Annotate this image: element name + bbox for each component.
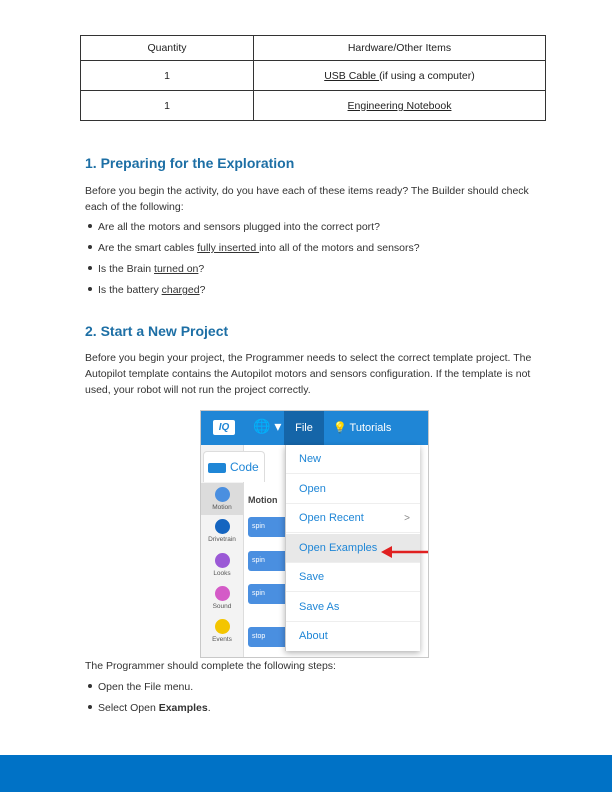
table-cell-item bbox=[254, 91, 546, 121]
usb-cable-link[interactable]: USB Cable bbox=[324, 69, 380, 82]
table-row bbox=[81, 61, 546, 91]
bullet-text: Are the smart cables bbox=[98, 242, 198, 254]
menu-item-save[interactable]: Save bbox=[286, 563, 420, 592]
menu-item-save-as[interactable]: Save As bbox=[286, 593, 420, 622]
steps-intro: The Programmer should complete the following steps: bbox=[85, 660, 336, 672]
palette-title: Motion bbox=[248, 495, 278, 505]
list-item bbox=[88, 681, 193, 693]
charged-link[interactable]: charged bbox=[161, 284, 200, 296]
bullet-text: into all of the motors and sensors? bbox=[259, 242, 420, 254]
bullet-icon bbox=[88, 684, 92, 688]
list-item bbox=[88, 263, 204, 275]
list-item bbox=[88, 284, 205, 296]
drivetrain-icon bbox=[215, 519, 230, 534]
category-sound[interactable] bbox=[201, 586, 243, 610]
sound-icon bbox=[215, 586, 230, 601]
bullet-icon bbox=[88, 705, 92, 709]
bold-text: Examples bbox=[158, 702, 208, 714]
item-note: (if using a computer) bbox=[379, 69, 475, 82]
fully-inserted-link[interactable]: fully inserted bbox=[197, 242, 260, 254]
stop-block[interactable]: stop bbox=[248, 627, 288, 647]
bullet-text: Is the battery bbox=[98, 284, 162, 296]
table-cell-item bbox=[254, 61, 546, 91]
table-header-row bbox=[81, 36, 546, 61]
menu-item-open-recent[interactable] bbox=[286, 504, 420, 533]
category-label: Drivetrain bbox=[208, 536, 236, 543]
menu-item-about[interactable]: About bbox=[299, 630, 328, 642]
spin-block[interactable]: spin bbox=[248, 517, 288, 537]
category-drivetrain[interactable] bbox=[201, 519, 243, 543]
category-motion[interactable] bbox=[201, 487, 243, 511]
footer-bar bbox=[0, 755, 612, 792]
iq-logo: IQ bbox=[213, 420, 235, 435]
events-icon bbox=[215, 619, 230, 634]
bullet-text: Are all the motors and sensors plugged into the correct port? bbox=[98, 221, 380, 233]
bullet-text: ? bbox=[199, 284, 206, 296]
menu-item-label: Open Recent bbox=[299, 512, 364, 524]
file-menu-tab[interactable]: File bbox=[284, 411, 324, 445]
category-label: Events bbox=[212, 636, 232, 643]
code-tab[interactable] bbox=[203, 451, 265, 482]
spin-block[interactable]: spin bbox=[248, 584, 288, 604]
category-label: Motion bbox=[212, 504, 232, 511]
section1-heading: 1. Preparing for the Exploration bbox=[85, 155, 295, 171]
table-row bbox=[81, 91, 546, 121]
chevron-right-icon: > bbox=[404, 513, 410, 524]
menu-item-new[interactable]: New bbox=[286, 445, 420, 474]
list-item bbox=[88, 221, 380, 233]
section2-heading: 2. Start a New Project bbox=[85, 323, 229, 339]
section1-intro: Before you begin the activity, do you have each of these items ready? The Builder should check each of the following: bbox=[85, 185, 529, 213]
bullet-text: . bbox=[207, 702, 211, 714]
table-header-quantity: Quantity bbox=[81, 36, 254, 61]
list-item bbox=[88, 242, 420, 254]
section2-intro: Before you begin your project, the Programmer needs to select the correct template project. The Autopilot template contains the Autopilot motors and sensors configuration. If the template is not used, your robot will not run the project correctly. bbox=[85, 352, 532, 396]
category-label: Looks bbox=[213, 570, 231, 577]
category-label: Sound bbox=[212, 603, 232, 610]
menu-item-open-examples[interactable]: Open Examples bbox=[286, 534, 420, 563]
category-events[interactable] bbox=[201, 619, 243, 643]
bullet-icon bbox=[88, 266, 92, 270]
hardware-table bbox=[80, 35, 546, 121]
bullet-icon bbox=[88, 287, 92, 291]
code-icon bbox=[208, 463, 226, 473]
looks-icon bbox=[215, 553, 230, 568]
code-tab-label: Code bbox=[230, 460, 259, 474]
bullet-text: ? bbox=[198, 263, 205, 275]
tutorials-button[interactable]: 💡 Tutorials bbox=[333, 422, 392, 434]
engineering-notebook-link[interactable]: Engineering Notebook bbox=[347, 99, 452, 112]
table-cell-qty: 1 bbox=[81, 91, 254, 121]
bullet-icon bbox=[88, 224, 92, 228]
vexcode-screenshot bbox=[200, 410, 429, 658]
red-arrow-icon bbox=[381, 545, 428, 559]
table-cell-qty: 1 bbox=[81, 61, 254, 91]
motion-icon bbox=[215, 487, 230, 502]
list-item bbox=[88, 702, 211, 714]
menu-item-open[interactable]: Open bbox=[286, 475, 420, 504]
globe-icon[interactable]: 🌐 ▾ bbox=[253, 418, 282, 434]
bullet-icon bbox=[88, 245, 92, 249]
bullet-text: Open the File menu. bbox=[98, 681, 194, 693]
bullet-text: Select Open bbox=[98, 702, 159, 714]
category-looks[interactable] bbox=[201, 553, 243, 577]
app-toolbar bbox=[201, 411, 428, 445]
turned-on-link[interactable]: turned on bbox=[154, 263, 199, 275]
bullet-text: Is the Brain bbox=[98, 263, 155, 275]
spin-block[interactable]: spin bbox=[248, 551, 288, 571]
table-header-items: Hardware/Other Items bbox=[254, 36, 546, 61]
